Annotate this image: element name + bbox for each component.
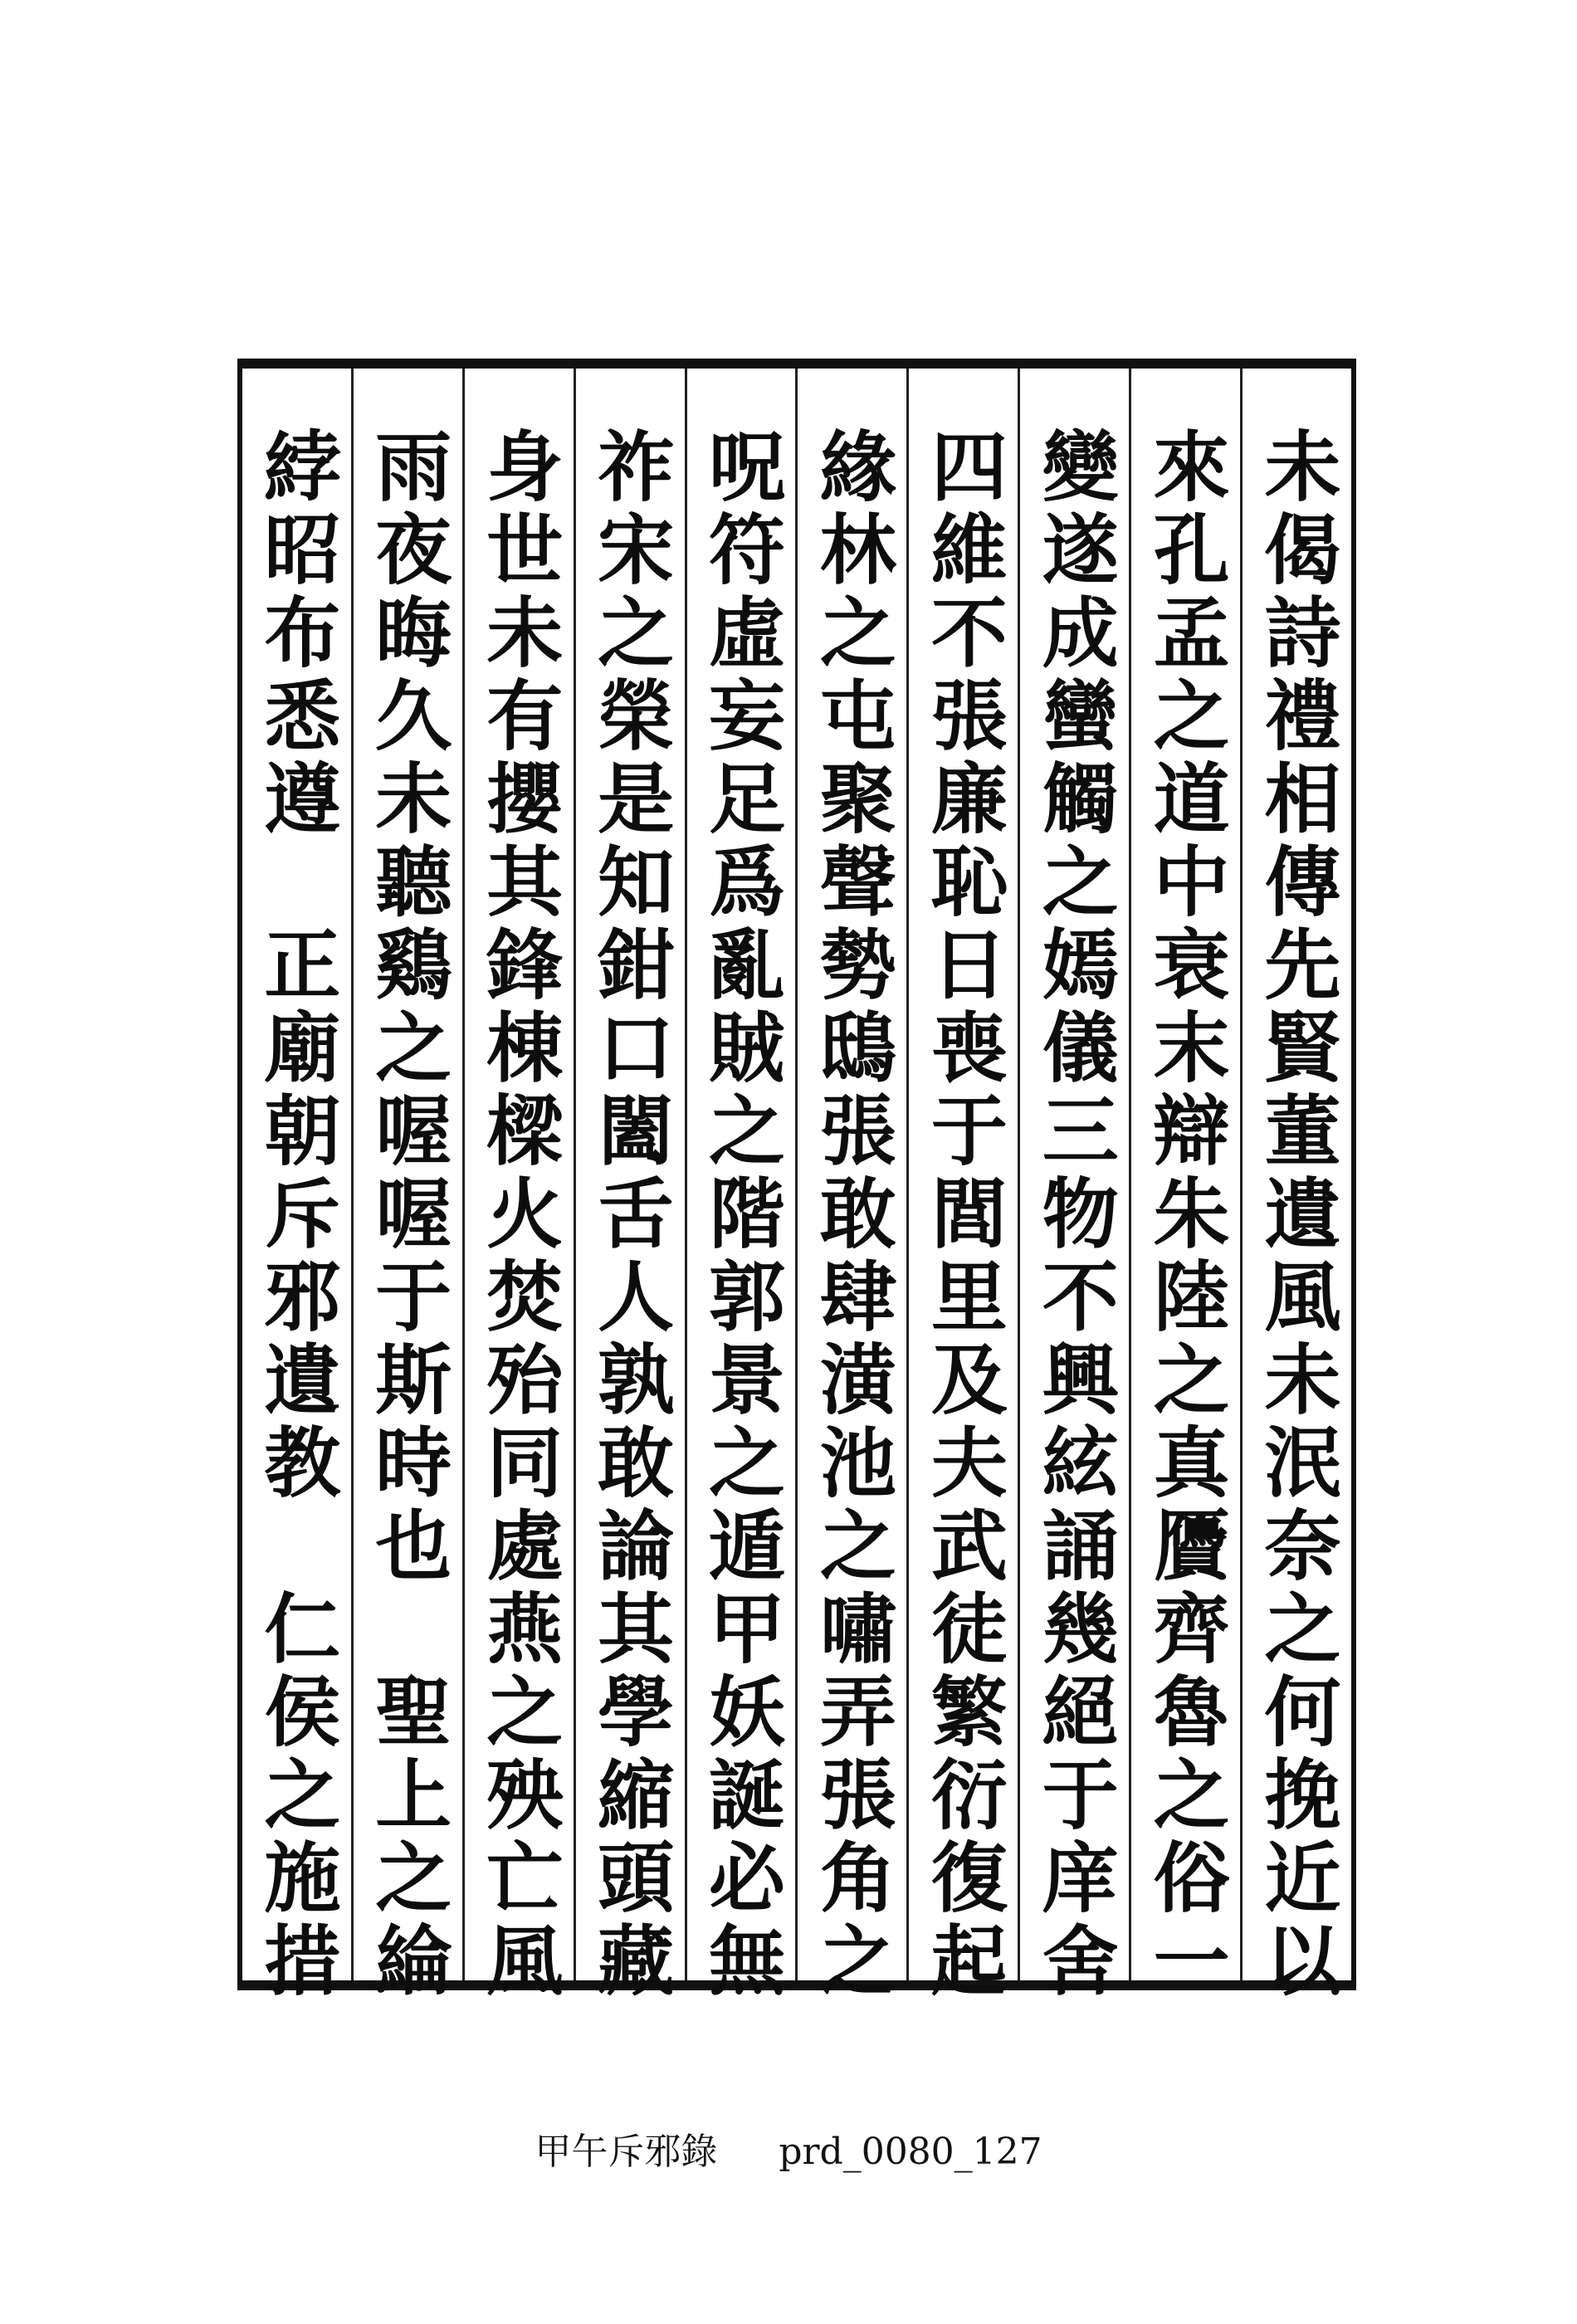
text-column-2 [1129,369,1240,2004]
column-text: 未偈詩禮相傳先賢董遺風未泯奈之何挽近以 [1252,427,1342,2004]
column-text: 來孔孟之道中衰末辯朱陸之真贗齊魯之俗一 [1140,427,1231,2004]
text-frame [237,359,1356,2004]
column-text: 呪符虛妄足爲亂賊之階郭景之遁甲妖誕必無 [696,427,787,2004]
text-columns [242,369,1351,2004]
text-column-9 [351,369,462,2004]
column-text: 變遂成蠻觸之嫣儀三物不興絃誦幾絕于庠舍 [1029,427,1120,2004]
column-text: 四維不張廉恥日喪于閭里及夫武徒繁衍復起 [918,427,1008,2004]
column-text: 身世未有攖其鋒棟樑火焚殆同處燕之殃亡風 [474,427,564,2004]
column-text: 緣林之屯聚聲勢鴟張敢肆潢池之嘯弄張角之 [807,427,897,2004]
right-border-rule [1351,359,1356,1990]
caption-title: 甲午斥邪錄 [535,2131,718,2173]
text-column-4 [906,369,1018,2004]
text-column-7 [574,369,685,2004]
column-text: 雨夜晦久未聽鷄之喔喔于斯時也 聖上之綸 [363,427,453,2004]
text-column-1 [1240,369,1351,2004]
top-border-rule [237,359,1356,369]
page-caption [0,2121,1577,2175]
column-text: 綍昭布悉遵 正廟朝斥邪遺教 仁侯之施措 [251,427,342,2004]
caption-id: prd_0080_127 [779,2131,1042,2173]
text-column-5 [795,369,906,2004]
text-column-10 [242,369,351,2004]
column-text: 祚宋之榮是知鉗口闔舌人孰敢論其學縮頭藏 [585,427,676,2004]
text-column-8 [462,369,574,2004]
text-column-3 [1018,369,1129,2004]
text-column-6 [685,369,796,2004]
